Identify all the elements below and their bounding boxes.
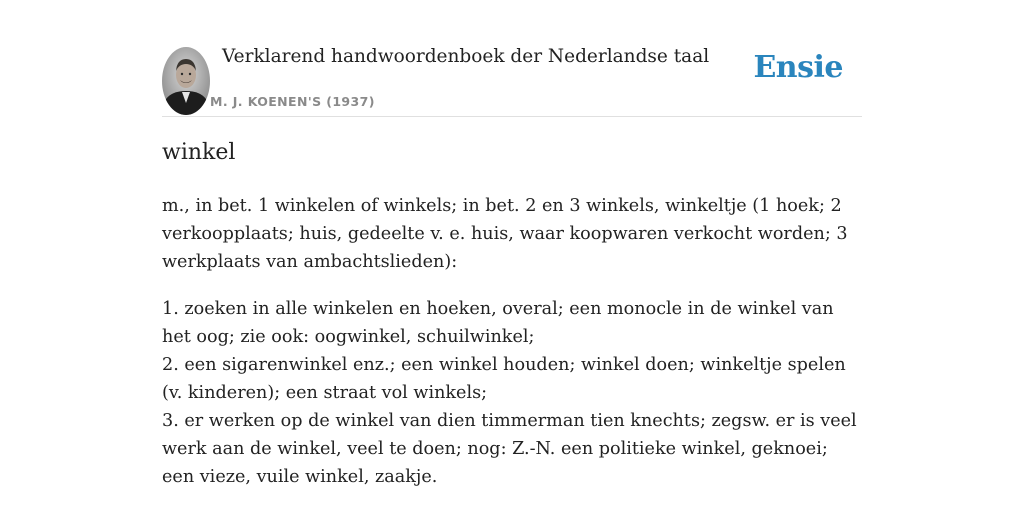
- dictionary-title: Verklarend handwoordenboek der Nederlandse taal: [222, 46, 710, 67]
- sense-3: 3. er werken op de winkel van dien timmerman tien knechts; zegsw. er is veel werk aan de winkel, veel te doen; nog: Z.-N. een politieke winkel, geknoei; een vieze, vuile winkel, zaakje.: [162, 411, 857, 487]
- page-content: [162, 0, 862, 487]
- dictionary-author: M. J. KOENEN'S (1937): [210, 94, 375, 109]
- sense-2: 2. een sigarenwinkel enz.; een winkel houden; winkel doen; winkeltje spelen (v. kinderen); een straat vol winkels;: [162, 355, 846, 403]
- dictionary-header: [162, 0, 862, 117]
- entry-senses: [162, 295, 862, 491]
- sense-1: 1. zoeken in alle winkelen en hoeken, overal; een monocle in de winkel van het oog; zie ook: oogwinkel, schuilwinkel;: [162, 299, 834, 347]
- entry-headword: winkel: [162, 140, 236, 165]
- ensie-logo-link[interactable]: Ensie: [753, 50, 843, 85]
- author-portrait: [162, 47, 210, 115]
- entry-grammar: m., in bet. 1 winkelen of winkels; in bet. 2 en 3 winkels, winkeltje (1 hoek; 2 verkoopplaats; huis, gedeelte v. e. huis, waar koopwaren verkocht worden; 3 werkplaats van ambachtslieden):: [162, 196, 848, 272]
